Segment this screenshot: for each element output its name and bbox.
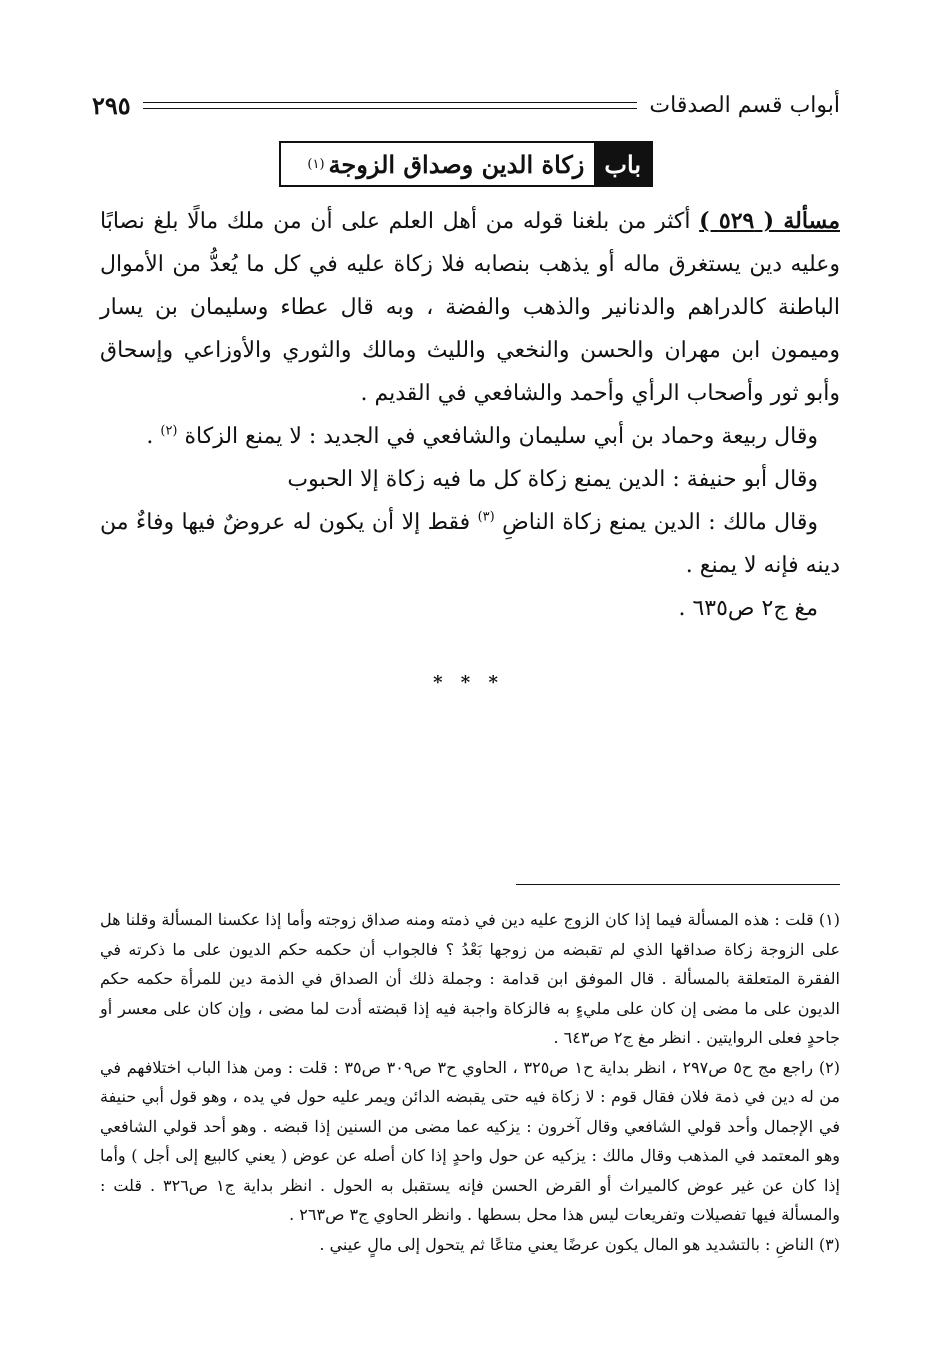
footnote-3: (٣) الناضِ : بالتشديد هو المال يكون عرضًا يعني متاعًا ثم يتحول إلى مالٍ عيني .: [319, 1234, 840, 1254]
paragraph-end: .: [146, 424, 154, 449]
header-double-rule: [143, 102, 638, 109]
paragraph-masala: [100, 200, 840, 415]
masala-label: مسألة ( ٥٢٩ ): [699, 208, 840, 234]
paragraph-text: وقال مالك : الدين يمنع زكاة الناضِ: [502, 510, 819, 535]
chapter-tag: باب: [594, 143, 651, 185]
running-title: أبواب قسم الصدقات: [649, 92, 840, 118]
paragraph-source: مغ ج٢ ص٦٣٥ .: [678, 596, 818, 621]
chapter-heading: [279, 141, 653, 187]
footnote-ref-3: (٣): [477, 509, 495, 525]
paragraph-malik: [100, 501, 840, 587]
footnotes: [100, 905, 840, 1259]
footnote-ref-2: (٢): [160, 423, 178, 439]
chapter-title: [281, 143, 594, 185]
footnote-divider: [516, 884, 840, 885]
paragraph-abu-hanifa: وقال أبو حنيفة : الدين يمنع زكاة كل ما فيه زكاة إلا الحبوب: [287, 467, 818, 492]
footnote-2: (٢) راجع مج ح٥ ص٢٩٧ ، انظر بداية ح١ ص٣٢٥ ، الحاوي ح٣ ص٣٠٩ ص٣٥ : قلت : ومن هذا الباب اختلافهم في من له دين في ذمة فلان فقال قوم : لا زكاة فيه حتى يقبضه الدائن ويمر عليه حول في يده ، وهو قول أبي حنيفة في الإجمال وأحد قولي الشافعي وقال آخرون : يزكيه عما مضى من السنين إذا قبضه . وهو أحد قولي الشافعي وهو المعتمد في المذهب وقال مالك : يزكيه عن حول واحدٍ إذا كان أصله عن عوض ( يعني كالبيع إلى أجل ) وأما إذا كان عن غير عوض كالميراث أو القرض الحسن فإنه يستقبل به الحول . انظر بداية ج١ ص٣٢٦ . قلت : والمسألة فيها تفصيلات وتفريعات ليس هذا محل بسطها . وانظر الحاوي ج٣ ص٢٦٣ .: [100, 1057, 841, 1224]
running-header: [92, 88, 840, 122]
section-separator: * * *: [433, 672, 504, 693]
page-number: ٢٩٥: [92, 90, 131, 120]
paragraph-text: فقط إلا أن يكون له عروضٌ فيها وفاءٌ من دينه فإنه لا يمنع .: [100, 510, 840, 578]
paragraph-text: أكثر من بلغنا قوله من أهل العلم على أن من ملك مالًا بلغ نصابًا وعليه دين يستغرق ماله أو يذهب بنصابه فلا زكاة عليه في كل ما يُعدُّ من الأموال الباطنة كالدراهم والدنانير والذهب والفضة ، وبه قال عطاء وسليمان بن يسار وميمون ابن مهران والحسن والنخعي والليث ومالك والثوري والأوزاعي وإسحاق وأبو ثور وأصحاب الرأي وأحمد والشافعي في القديم .: [100, 209, 840, 406]
main-text: [100, 200, 840, 630]
footnote-1: (١) قلت : هذه المسألة فيما إذا كان الزوج عليه دين في ذمته ومنه صداق زوجته وأما إذا عكسنا المسألة وقلنا هل على الزوجة زكاة صداقها الذي لم تقبضه من زوجها بَعْدُ ؟ فالجواب أن حكمه حكم الديون على ما ذكرته في الفقرة المتعلقة بالمسألة . قال الموفق ابن قدامة : وجملة ذلك أن الصداق في الذمة دين للمرأة حكمه حكم الديون على ما مضى إن كان على مليءٍ به فالزكاة واجبة فيه إذا قبضته أدت لما مضى ، وإن كان على معسر أو جاحدٍ فعلى الروايتين . انظر مغ ج٢ ص٦٤٣ .: [100, 910, 841, 1047]
paragraph-rabia: [100, 415, 840, 458]
paragraph-text: وقال ربيعة وحماد بن أبي سليمان والشافعي في الجديد : لا يمنع الزكاة: [184, 424, 818, 449]
chapter-footnote-ref: (١): [307, 156, 325, 172]
chapter-title-text: زكاة الدين وصداق الزوجة: [328, 149, 585, 179]
